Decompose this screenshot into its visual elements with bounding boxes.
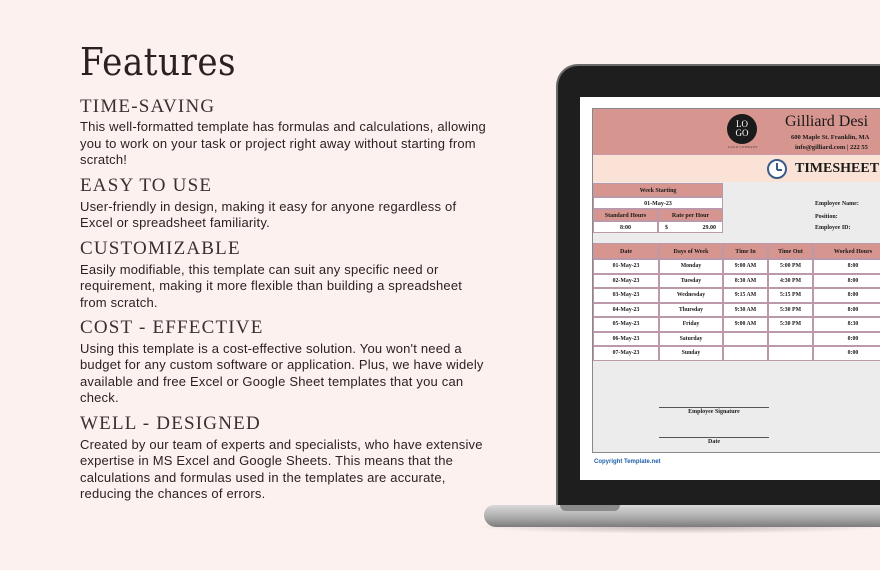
date-label: Date (708, 439, 720, 445)
feature-cost-effective (80, 317, 490, 407)
signature-line (659, 407, 769, 408)
week-starting-label: Week Starting (593, 183, 723, 197)
position-label: Position: (815, 214, 838, 220)
employee-name-label: Employee Name: (815, 201, 859, 207)
cell-day[interactable]: Wednesday (659, 288, 723, 303)
cell-time-in[interactable]: 9:00 AM (723, 317, 768, 332)
cell-date[interactable]: 04-May-23 (593, 303, 659, 318)
feature-time-saving (80, 96, 490, 169)
cell-worked-hours[interactable]: 8:30 (813, 317, 880, 332)
cell-time-out[interactable]: 5:00 PM (768, 259, 813, 274)
feature-text: Created by our team of experts and specialists, who have extensive expertise in MS Excel and Google Sheets. This means that the calculations and formulas used in the templates are accurate, reducing the chances of errors. (80, 436, 483, 502)
feature-heading: CUSTOMIZABLE (80, 237, 241, 259)
timesheet-band (593, 154, 880, 182)
cell-time-in[interactable]: 8:30 AM (723, 274, 768, 289)
laptop-notch (560, 505, 620, 511)
feature-text: This well-formatted template has formulas and calculations, allowing you to work on your task or project right away without starting from scratch! (80, 119, 486, 168)
feature-text: Easily modifiable, this template can suit any specific need or requirement, making it more flexible than building a spreadsheet from scratch. (80, 261, 463, 310)
employee-id-label: Employee ID: (815, 225, 851, 231)
column-header-time-in: Time In (723, 243, 768, 259)
feature-easy-to-use (80, 175, 490, 232)
feature-customizable (80, 238, 490, 311)
company-address: 600 Maple St. Franklin, MA (791, 134, 870, 141)
cell-date[interactable]: 03-May-23 (593, 288, 659, 303)
cell-date[interactable]: 01-May-23 (593, 259, 659, 274)
week-starting-value[interactable]: 01-May-23 (593, 197, 723, 209)
cell-date[interactable]: 07-May-23 (593, 346, 659, 361)
cell-date[interactable]: 02-May-23 (593, 274, 659, 289)
cell-time-out[interactable]: 5:30 PM (768, 317, 813, 332)
feature-text: User-friendly in design, making it easy for anyone regardless of Excel or spreadsheet familiarity. (80, 198, 457, 231)
date-line (659, 437, 769, 438)
rate-value: 29.00 (702, 225, 716, 231)
company-name: Gilliard Desi (785, 113, 869, 130)
cell-day[interactable]: Monday (659, 259, 723, 274)
cell-worked-hours[interactable]: 0:00 (813, 346, 880, 361)
employee-signature-label: Employee Signature (688, 409, 740, 415)
rate-currency: $ (665, 225, 668, 231)
features-panel (80, 40, 490, 509)
standard-hours-label: Standard Hours (593, 209, 658, 221)
cell-time-in[interactable]: 9:15 AM (723, 288, 768, 303)
cell-day[interactable]: Thursday (659, 303, 723, 318)
cell-time-in[interactable] (723, 332, 768, 347)
cell-date[interactable]: 05-May-23 (593, 317, 659, 332)
column-header-date: Date (593, 243, 659, 259)
cell-time-in[interactable]: 9:30 AM (723, 303, 768, 318)
logo-line-2: GO (735, 128, 749, 138)
feature-heading: COST - EFFECTIVE (80, 317, 264, 339)
company-contact: info@gilliard.com | 222 55 (795, 144, 868, 151)
feature-heading: TIME-SAVING (80, 95, 216, 117)
timesheet-title: TIMESHEET (795, 161, 880, 176)
cell-day[interactable]: Tuesday (659, 274, 723, 289)
feature-heading: EASY TO USE (80, 174, 213, 196)
page-title: Features (80, 40, 237, 84)
cell-time-in[interactable] (723, 346, 768, 361)
feature-text: Using this template is a cost-effective solution. You won't need a budget for any custom software or application. Plus, we have widely available and free Excel or Google Sheet templates that you can check. (80, 340, 484, 406)
clock-icon (767, 159, 787, 179)
feature-heading: WELL - DESIGNED (80, 412, 261, 434)
column-header-time-out: Time Out (768, 243, 813, 259)
timesheet-spreadsheet (592, 108, 880, 453)
logo-line-1: LO (736, 119, 748, 129)
feature-well-designed (80, 413, 490, 503)
cell-day[interactable]: Saturday (659, 332, 723, 347)
cell-worked-hours[interactable]: 8:00 (813, 303, 880, 318)
company-logo (727, 114, 757, 144)
cell-time-out[interactable]: 5:30 PM (768, 303, 813, 318)
cell-time-out[interactable]: 5:15 PM (768, 288, 813, 303)
cell-date[interactable]: 06-May-23 (593, 332, 659, 347)
copyright-link[interactable]: Copyright Template.net (594, 459, 661, 465)
cell-worked-hours[interactable]: 8:00 (813, 288, 880, 303)
laptop-base (484, 505, 880, 527)
cell-worked-hours[interactable]: 0:00 (813, 332, 880, 347)
rate-per-hour-label: Rate per Hour (658, 209, 723, 221)
cell-worked-hours[interactable]: 8:00 (813, 259, 880, 274)
cell-day[interactable]: Friday (659, 317, 723, 332)
sheet-header (593, 109, 880, 154)
column-header-worked-hours: Worked Hours (813, 243, 880, 259)
rate-per-hour-cell[interactable] (658, 221, 723, 233)
cell-time-out[interactable] (768, 332, 813, 347)
column-header-day: Days of Week (659, 243, 723, 259)
cell-time-out[interactable]: 4:30 PM (768, 274, 813, 289)
logo-subtitle: LOGO COMPANY (728, 145, 758, 149)
cell-time-in[interactable]: 9:00 AM (723, 259, 768, 274)
cell-time-out[interactable] (768, 346, 813, 361)
cell-worked-hours[interactable]: 8:00 (813, 274, 880, 289)
laptop-screen (580, 97, 880, 480)
cell-day[interactable]: Sunday (659, 346, 723, 361)
standard-hours-value[interactable]: 8:00 (593, 221, 658, 233)
